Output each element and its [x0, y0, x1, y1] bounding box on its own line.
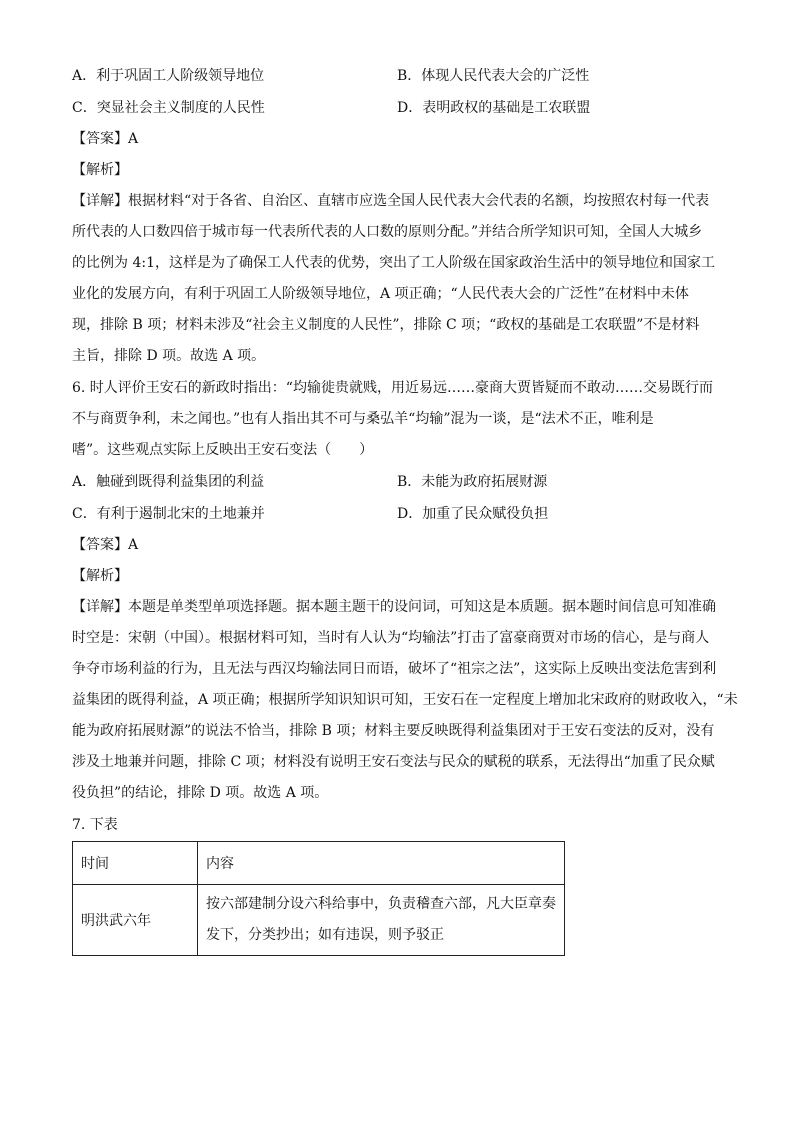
table-cell-content: [198, 885, 565, 956]
q6-stem-line: 6. 时人评价王安石的新政时指出：“均输徙贵就贱，用近易远……豪商大贾皆疑而不敢动……交易既行而: [72, 380, 713, 396]
q5-analysis-label: 【解析】: [72, 162, 128, 178]
q6-stem-line: 嗜”。这些观点实际上反映出王安石变法（ ）: [72, 442, 374, 458]
q5-option-c: C．突显社会主义制度的人民性: [72, 100, 265, 116]
q6-stem: [72, 373, 732, 466]
q6-detail: [72, 592, 738, 809]
table-cell-time: 明洪武六年: [73, 885, 198, 956]
q5-option-a: A．利于巩固工人阶级领导地位: [72, 68, 265, 84]
q6-detail-line: 时空是：宋朝（中国）。根据材料可知，当时有人认为“均输法”打击了富豪商贾对市场的信心，是与商人: [72, 630, 710, 646]
q6-option-c: C．有利于遏制北宋的土地兼并: [72, 506, 265, 522]
q5-detail: [72, 186, 732, 372]
q5-detail-line: 现，排除 B 项；材料未涉及“社会主义制度的人民性”，排除 C 项；“政权的基础是工农联盟”不是材料: [72, 317, 700, 333]
q5-option-b: B．体现人民代表大会的广泛性: [397, 68, 590, 84]
q5-option-d: D．表明政权的基础是工农联盟: [397, 100, 591, 116]
q6-detail-line: 益集团的既得利益，A 项正确；根据所学知识知识可知，王安石在一定程度上增加北宋政府的财政收入，“未: [72, 692, 738, 708]
q6-analysis-label: 【解析】: [72, 568, 128, 584]
q6-option-d: D．加重了民众赋役负担: [397, 506, 549, 522]
q6-detail-line: 争夺市场利益的行为，且无法与西汉均输法同日而语，破坏了“祖宗之法”，这实际上反映出变法危害到利: [72, 661, 717, 677]
q6-answer: 【答案】A: [72, 537, 139, 553]
q7-table: [72, 841, 565, 956]
q6-detail-line: 【详解】本题是单类型单项选择题。据本题主题干的设问词，可知这是本质题。据本题时间信息可知准确: [72, 599, 716, 615]
q6-detail-line: 涉及土地兼并问题，排除 C 项；材料没有说明王安石变法与民众的赋税的联系，无法得出“加重了民众赋: [72, 754, 715, 770]
table-header-time: 时间: [73, 842, 198, 885]
table-header-content: 内容: [198, 842, 565, 885]
table-header-row: [73, 842, 565, 885]
q5-answer: 【答案】A: [72, 131, 139, 147]
q5-detail-line: 【详解】根据材料“对于各省、自治区、直辖市应选全国人民代表大会代表的名额，均按照农村每一代表: [72, 193, 710, 209]
table-cell-content-line: 按六部建制分设六科给事中，负责稽查六部，凡大臣章奏: [206, 896, 556, 912]
q5-detail-line: 业化的发展方向，有利于巩固工人阶级领导地位，A 项正确；“人民代表大会的广泛性”在材料中未体: [72, 286, 689, 302]
q6-option-b: B．未能为政府拓展财源: [397, 474, 548, 490]
q6-detail-line: 役负担”的结论，排除 D 项。故选 A 项。: [72, 785, 329, 801]
q7-stem: 7. 下表: [72, 817, 118, 833]
q6-detail-line: 能为政府拓展财源”的说法不恰当，排除 B 项；材料主要反映既得利益集团对于王安石变法的反对，没有: [72, 723, 715, 739]
table-cell-content-line: 发下，分类抄出；如有违误，则予驳正: [206, 927, 444, 943]
q6-option-a: A．触碰到既得利益集团的利益: [72, 474, 265, 490]
q5-detail-line: 主旨，排除 D 项。故选 A 项。: [72, 348, 266, 364]
q6-stem-line: 不与商贾争利，未之闻也。”也有人指出其不可与桑弘羊“均输”混为一谈，是“法术不正，唯利是: [72, 411, 654, 427]
q5-detail-line: 所代表的人口数四倍于城市每一代表所代表的人口数的原则分配。”并结合所学知识可知，全国人大城乡: [72, 224, 703, 240]
q5-detail-line: 的比例为 4:1，这样是为了确保工人代表的优势，突出了工人阶级在国家政治生活中的领导地位和国家工: [72, 255, 715, 271]
table-row: [73, 885, 565, 956]
